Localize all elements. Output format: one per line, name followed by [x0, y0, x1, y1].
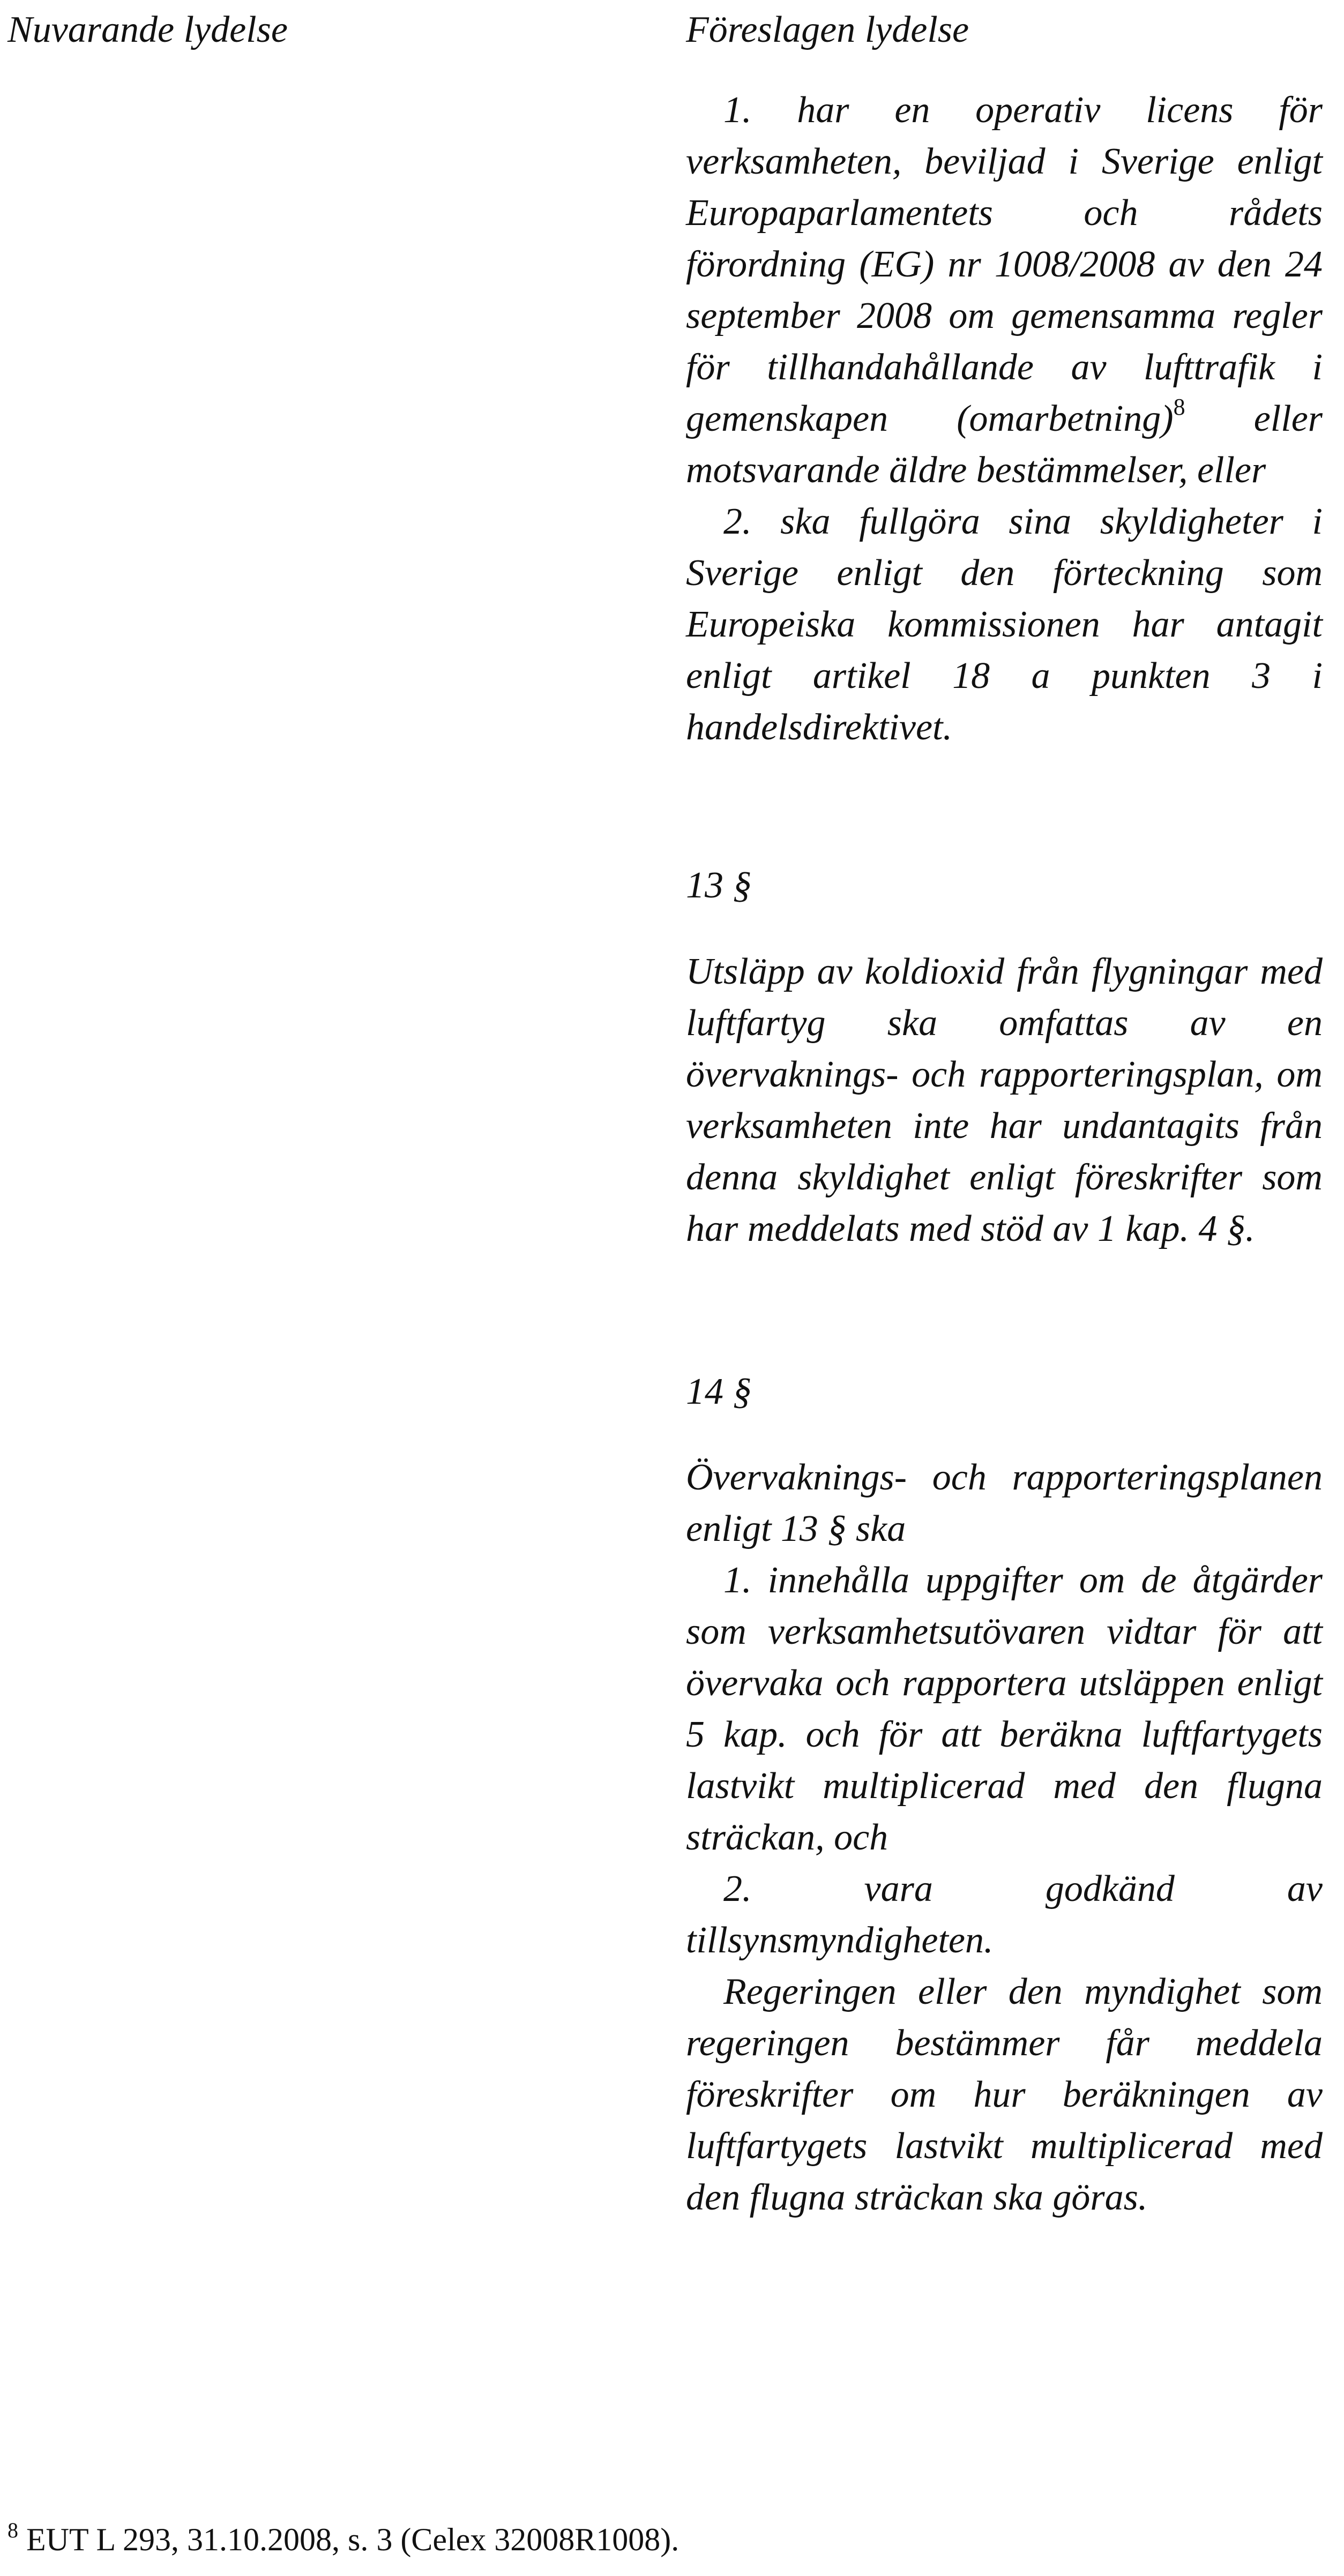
footnote-reference: 8: [1173, 394, 1185, 420]
column-heading-proposed: Föreslagen lydelse: [686, 9, 969, 50]
section-13-heading: 13 §: [686, 865, 752, 906]
list-item-1: [686, 85, 1323, 496]
section-14-item-2: 2. vara godkänd av tillsynsmyndigheten.: [686, 1868, 1323, 1961]
list-item-2: 2. ska fullgöra sina skyldigheter i Sverige enligt den förteckning som Europeiska kommissionen har antagit enligt artikel 18 a punkten 3 i handelsdirektivet.: [686, 501, 1323, 748]
section-14-heading: 14 §: [686, 1371, 752, 1412]
footnote-text: EUT L 293, 31.10.2008, s. 3 (Celex 32008R1008).: [18, 2522, 680, 2557]
column-heading-current: Nuvarande lydelse: [8, 9, 288, 50]
list-item-1-text: 1. har en operativ licens för verksamheten, beviljad i Sverige enligt Europaparlamentets och rådets förordning (EG) nr 1008/2008 av den 24 september 2008 om gemensamma regler för tillhandahållande av lufttrafik i gemenskapen (omarbetning): [686, 89, 1323, 439]
section-14-paragraph: Regeringen eller den myndighet som regeringen bestämmer får meddela föreskrifter om hur beräkningen av luftfartygets lastvikt multiplicerad med den flugna sträckan ska göras.: [686, 1971, 1323, 2218]
section-14-item-1: 1. innehålla uppgifter om de åtgärder som verksamhetsutövaren vidtar för att övervaka och rapportera utsläppen enligt 5 kap. och för att beräkna luftfartygets lastvikt multiplicerad med den flugna sträckan, och: [686, 1560, 1323, 1858]
footnote: [8, 2518, 679, 2561]
proposed-text-block-1: [686, 85, 1323, 753]
section-14-intro: Övervaknings- och rapporteringsplanen enligt 13 § ska: [686, 1457, 1323, 1549]
list-item-1-text-cont: eller motsvarande äldre bestämmelser, eller: [686, 398, 1323, 491]
section-13-text: Utsläpp av koldioxid från flygningar med luftfartyg ska omfattas av en övervaknings- och rapporteringsplan, om verksamheten inte har undantagits från denna skyldighet enligt föreskrifter som har meddelats med stöd av 1 kap. 4 §.: [686, 951, 1323, 1249]
section-14-body: [686, 1452, 1323, 2223]
footnote-marker: 8: [8, 2518, 18, 2542]
section-13-body: [686, 946, 1323, 1255]
